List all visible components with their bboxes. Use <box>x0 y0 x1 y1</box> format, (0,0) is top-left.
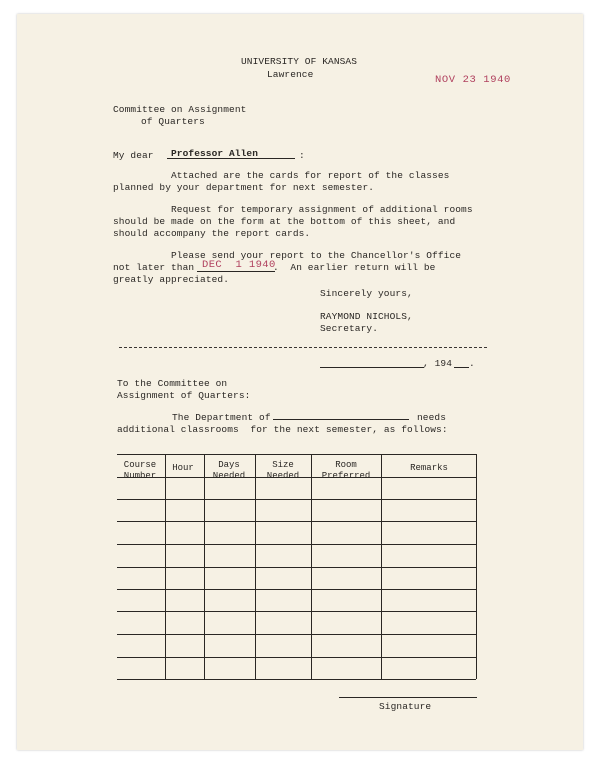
para2-line2: should be made on the form at the bottom of this sheet, and <box>113 216 456 227</box>
table-col-rule <box>381 454 382 679</box>
salutation-colon: : <box>299 150 305 161</box>
table-row-rule <box>117 567 476 568</box>
col-header-days: Days Needed <box>212 460 246 481</box>
col-header-hour: Hour <box>172 463 194 473</box>
para2-line3: should accompany the report cards. <box>113 228 311 239</box>
table-row-rule <box>117 657 476 658</box>
department-needs: needs <box>417 412 447 423</box>
para2-line1: Request for temporary assignment of additional rooms <box>171 204 473 215</box>
col-header-size: Size Needed <box>266 460 300 481</box>
deadline-underline <box>197 271 275 272</box>
signature-label: Signature <box>379 701 432 712</box>
letter-sheet <box>17 14 583 750</box>
para3-line1: Please send your report to the Chancellor's Office <box>171 250 462 261</box>
sender-line-2: of Quarters <box>141 116 205 127</box>
table-col-rule <box>311 454 312 679</box>
date-year-prefix: , 194 <box>423 358 453 369</box>
signer-title: Secretary. <box>320 323 379 334</box>
deadline-date-stamp: DEC 1 1940 <box>202 259 276 271</box>
university-name: UNIVERSITY OF KANSAS <box>241 56 358 67</box>
table-row-rule <box>117 611 476 612</box>
received-date-stamp: NOV 23 1940 <box>435 74 511 86</box>
closing-valediction: Sincerely yours, <box>320 288 413 299</box>
para1-line2: planned by your department for next semester. <box>113 182 375 193</box>
table-right-rule <box>476 454 477 679</box>
city-name: Lawrence <box>267 69 314 80</box>
col-header-remarks: Remarks <box>410 463 448 473</box>
table-row-rule <box>117 499 476 500</box>
date-period: . <box>469 358 475 369</box>
addressee-line2: Assignment of Quarters: <box>117 390 251 401</box>
para1-line1: Attached are the cards for report of the classes <box>171 170 450 181</box>
sender-line-1: Committee on Assignment <box>113 104 247 115</box>
date-blank <box>320 367 424 368</box>
recipient-name: Professor Allen <box>171 148 259 159</box>
table-row-rule <box>117 521 476 522</box>
addressee-line1: To the Committee on <box>117 378 228 389</box>
para3-line3: greatly appreciated. <box>113 274 230 285</box>
table-row-rule <box>117 634 476 635</box>
table-top-rule <box>117 454 476 455</box>
col-header-room: Room Preferred <box>321 460 371 481</box>
table-row-rule <box>117 589 476 590</box>
table-row-rule <box>117 544 476 545</box>
signature-line[interactable] <box>339 697 477 698</box>
year-blank <box>454 367 469 368</box>
recipient-name-underline <box>167 158 295 159</box>
department-blank[interactable] <box>273 419 409 420</box>
para3-line2-end: . An earlier return will be <box>273 262 436 273</box>
signer-name: RAYMOND NICHOLS, <box>320 311 413 322</box>
table-col-rule <box>255 454 256 679</box>
table-col-rule <box>204 454 205 679</box>
request-line: additional classrooms for the next semester, as follows: <box>117 424 448 435</box>
table-header-rule <box>117 477 476 478</box>
para3-line2-start: not later than <box>113 262 195 273</box>
salutation-prefix: My dear <box>113 150 154 161</box>
department-label: The Department of <box>172 412 271 423</box>
col-header-course: Course Number <box>123 460 157 481</box>
cut-line <box>119 347 487 348</box>
table-bottom-rule <box>117 679 476 680</box>
table-col-rule <box>165 454 166 679</box>
